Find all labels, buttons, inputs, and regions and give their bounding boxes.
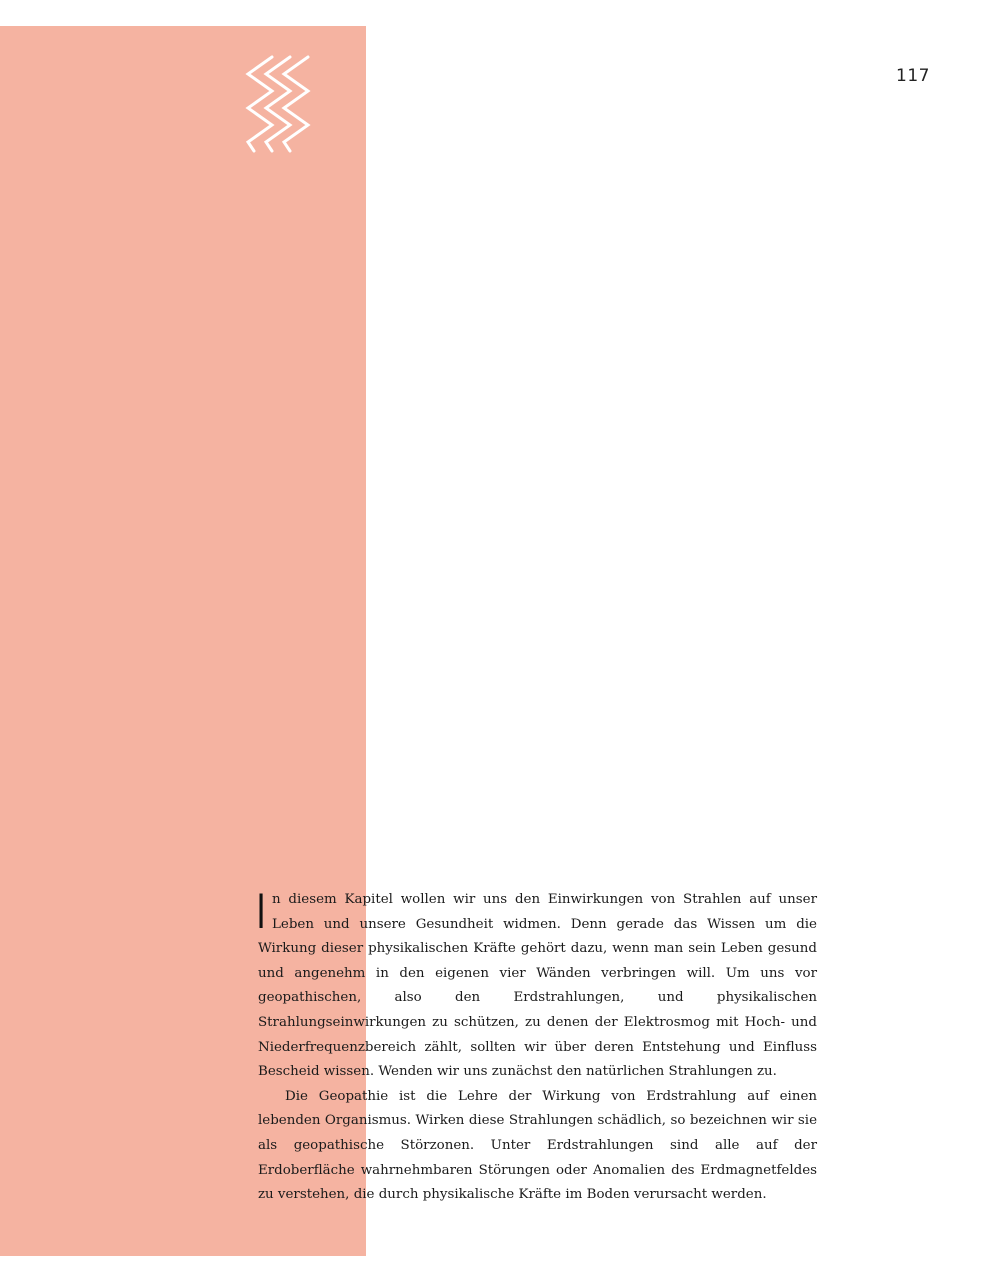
paragraph-intro-text: n diesem Kapitel wollen wir uns den Einwirkungen von Strahlen auf unser Leben und unsere Gesundheit widmen. Denn gerade das Wissen um die Wirkung dieser physikalischen Kräfte gehört dazu, wenn man sein Leben gesund und angenehm in den eigenen vier Wänden verbringen will. Um uns vor geopathischen, also den Erdstrahlungen, und physikalischen Strahlungseinwirkungen zu schützen, zu denen der Elektrosmog mit Hoch- und Niederfrequenzbereich zählt, sollten wir über deren Entstehung und Einfluss Bescheid wissen. Wenden wir uns zunächst den natürlichen Strahlungen zu. <box>258 892 817 1080</box>
drop-cap: I <box>258 885 265 940</box>
body-text <box>258 885 817 1208</box>
paragraph-intro <box>258 885 817 1085</box>
zigzag-icon <box>244 55 314 155</box>
page-number: 117 <box>896 66 930 86</box>
paragraph-geopathie: Die Geopathie ist die Lehre der Wirkung von Erdstrahlung auf einen lebenden Organismus. Wirken diese Strahlungen schädlich, so bezeichnen wir sie als geopathische Störzonen. Unter Erdstrahlungen sind alle auf der Erdoberfläche wahrnehmbaren Störungen oder Anomalien des Erdmagnetfeldes zu verstehen, die durch physikalische Kräfte im Boden verursacht werden. <box>258 1088 817 1203</box>
